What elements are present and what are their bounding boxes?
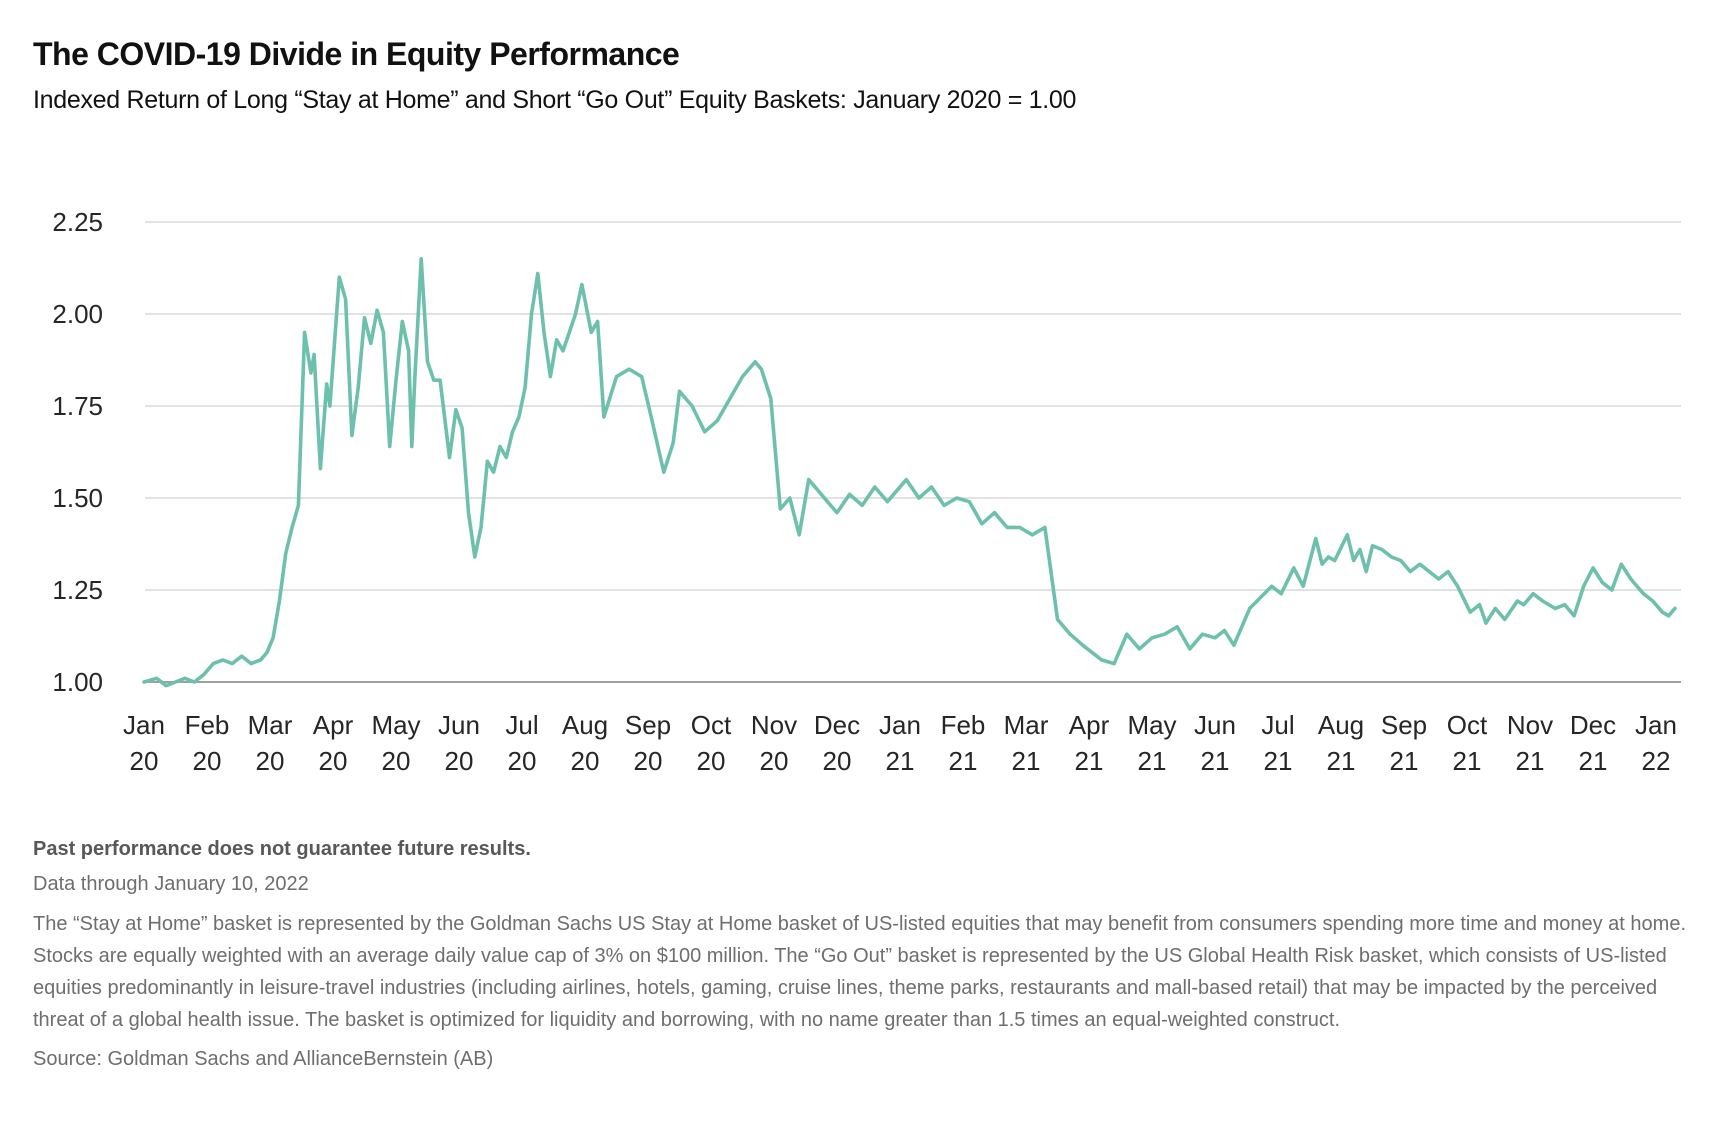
x-tick-year-label: 21 <box>885 746 915 776</box>
x-tick-year-label: 21 <box>1137 746 1167 776</box>
x-tick-month-label: Aug <box>1317 710 1365 740</box>
x-tick-year-label: 21 <box>1074 746 1104 776</box>
x-tick-month-label: Jan <box>1635 710 1677 740</box>
x-tick-year-label: 20 <box>570 746 600 776</box>
x-tick-year-label: 20 <box>129 746 159 776</box>
chart-footnotes <box>33 838 1698 1071</box>
x-tick-month-label: Oct <box>690 710 732 740</box>
x-tick-year-label: 21 <box>1326 746 1356 776</box>
x-tick-year-label: 21 <box>1200 746 1230 776</box>
y-tick-label: 1.75 <box>52 391 103 421</box>
x-tick-month-label: Dec <box>813 710 861 740</box>
x-tick-year-label: 22 <box>1641 746 1671 776</box>
x-tick-year-label: 20 <box>255 746 285 776</box>
x-tick-year-label: 20 <box>822 746 852 776</box>
x-tick-month-label: Mar <box>1003 710 1049 740</box>
x-tick-month-label: Jun <box>438 710 480 740</box>
methodology-text: The “Stay at Home” basket is represented by the Goldman Sachs US Stay at Home basket of US-listed equities that may benefit from consumers spending more time and money at home. Stocks are equally weighted with an average daily value cap of 3% on $100 million. The “Go Out” basket is represented by the US Global Health Risk basket, which consists of US-listed equities predominantly in leisure-travel industries (including airlines, hotels, gaming, cruise lines, theme parks, restaurants and mall-based retail) that may be impacted by the perceived threat of a global health issue. The basket is optimized for liquidity and borrowing, with no name greater than 1.5 times an equal-weighted construct. <box>33 913 1687 1031</box>
chart-subtitle: Indexed Return of Long “Stay at Home” and Short “Go Out” Equity Baskets: January 2020 = 1.00 <box>33 86 1077 114</box>
x-tick-month-label: Apr <box>312 710 354 740</box>
y-tick-label: 1.25 <box>52 575 103 605</box>
x-tick-year-label: 21 <box>948 746 978 776</box>
x-tick-year-label: 20 <box>381 746 411 776</box>
x-tick-year-label: 20 <box>318 746 348 776</box>
x-tick-month-label: Jun <box>1194 710 1236 740</box>
y-tick-label: 1.00 <box>52 667 103 697</box>
x-tick-month-label: Sep <box>1380 710 1428 740</box>
x-tick-month-label: Apr <box>1068 710 1110 740</box>
x-tick-month-label: Jul <box>1261 710 1295 740</box>
y-tick-label: 1.50 <box>52 483 103 513</box>
x-tick-year-label: 20 <box>759 746 789 776</box>
y-tick-label: 2.25 <box>52 207 103 237</box>
x-tick-year-label: 20 <box>633 746 663 776</box>
disclaimer-text: Past performance does not guarantee future results. <box>33 838 531 860</box>
x-tick-month-label: Jul <box>505 710 539 740</box>
y-tick-label: 2.00 <box>52 299 103 329</box>
x-tick-month-label: Nov <box>1506 710 1554 740</box>
x-tick-month-label: Feb <box>940 710 986 740</box>
x-tick-month-label: Dec <box>1569 710 1617 740</box>
x-tick-year-label: 20 <box>507 746 537 776</box>
data-through-text: Data through January 10, 2022 <box>33 873 309 895</box>
x-tick-year-label: 21 <box>1515 746 1545 776</box>
x-tick-month-label: May <box>1127 710 1177 740</box>
series-line <box>144 259 1675 686</box>
x-tick-year-label: 21 <box>1578 746 1608 776</box>
x-tick-month-label: Jan <box>123 710 165 740</box>
chart-title: The COVID-19 Divide in Equity Performance <box>33 36 680 72</box>
x-tick-year-label: 21 <box>1011 746 1041 776</box>
x-tick-year-label: 20 <box>444 746 474 776</box>
x-tick-year-label: 21 <box>1263 746 1293 776</box>
x-tick-month-label: Sep <box>624 710 672 740</box>
x-tick-month-label: Oct <box>1446 710 1488 740</box>
x-tick-month-label: May <box>371 710 421 740</box>
x-tick-month-label: Nov <box>750 710 798 740</box>
x-tick-month-label: Feb <box>184 710 230 740</box>
x-tick-year-label: 20 <box>192 746 222 776</box>
x-tick-month-label: Jan <box>879 710 921 740</box>
x-tick-month-label: Mar <box>247 710 293 740</box>
x-tick-year-label: 21 <box>1389 746 1419 776</box>
x-tick-year-label: 21 <box>1452 746 1482 776</box>
x-tick-month-label: Aug <box>561 710 609 740</box>
source-text: Source: Goldman Sachs and AllianceBernstein (AB) <box>33 1048 494 1070</box>
x-tick-year-label: 20 <box>696 746 726 776</box>
